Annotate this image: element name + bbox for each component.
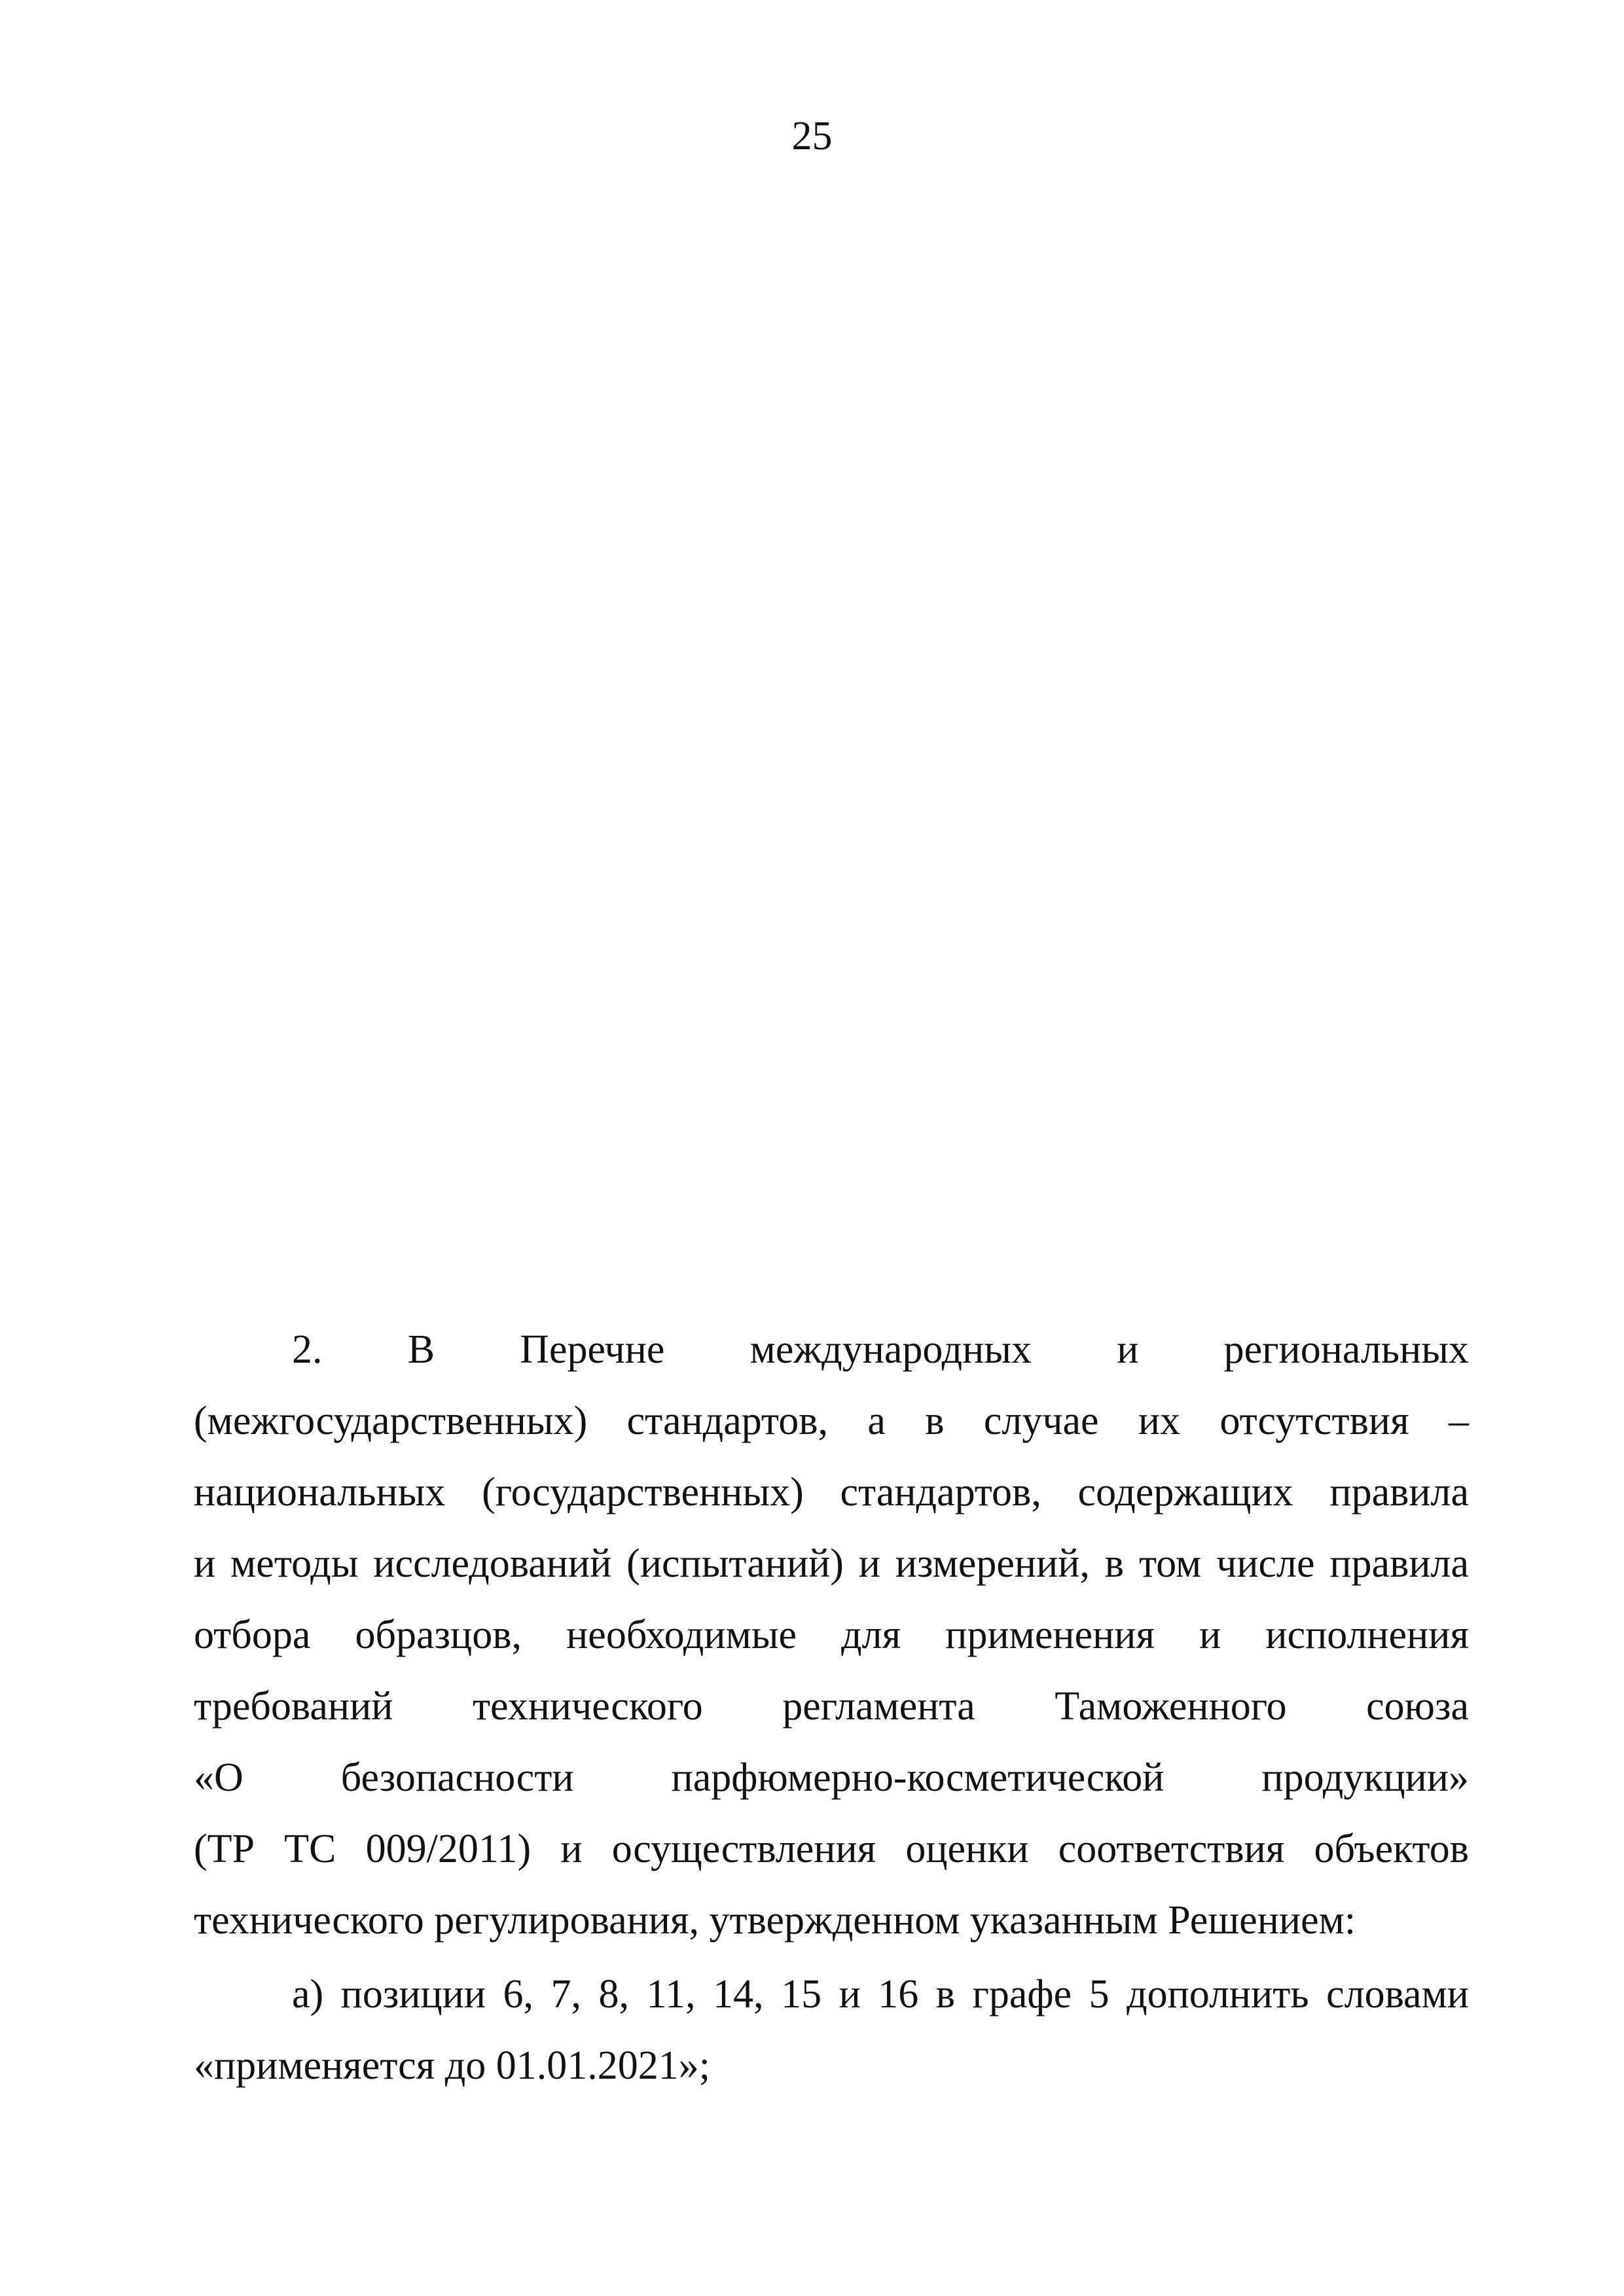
text-line: и методы исследований (испытаний) и измерений, в том числе правила (194, 1541, 1469, 1586)
text-line: (ТР ТС 009/2011) и осуществления оценки соответствия объектов (194, 1827, 1469, 1871)
document-body (194, 1314, 1469, 2102)
text-line: национальных (государственных) стандартов, содержащих правила (194, 1470, 1469, 1515)
text-line: отбора образцов, необходимые для применения и исполнения (194, 1613, 1469, 1657)
text-line: 2. В Перечне международных и региональных (292, 1327, 1469, 1372)
text-line: а) позиции 6, 7, 8, 11, 14, 15 и 16 в графе 5 дополнить словами (292, 1972, 1469, 2017)
paragraph-subitem-a (194, 1959, 1469, 2102)
paragraph-item-2 (194, 1314, 1469, 1956)
text-line: технического регулирования, утвержденном указанным Решением: (194, 1898, 1356, 1943)
text-line: (межгосударственных) стандартов, а в случае их отсутствия – (194, 1399, 1469, 1443)
text-line: «применяется до 01.01.2021»; (194, 2043, 710, 2088)
text-line: требований технического регламента Таможенного союза (194, 1684, 1469, 1729)
page-number: 25 (791, 114, 833, 158)
text-line: «О безопасности парфюмерно-косметической продукции» (194, 1755, 1469, 1800)
